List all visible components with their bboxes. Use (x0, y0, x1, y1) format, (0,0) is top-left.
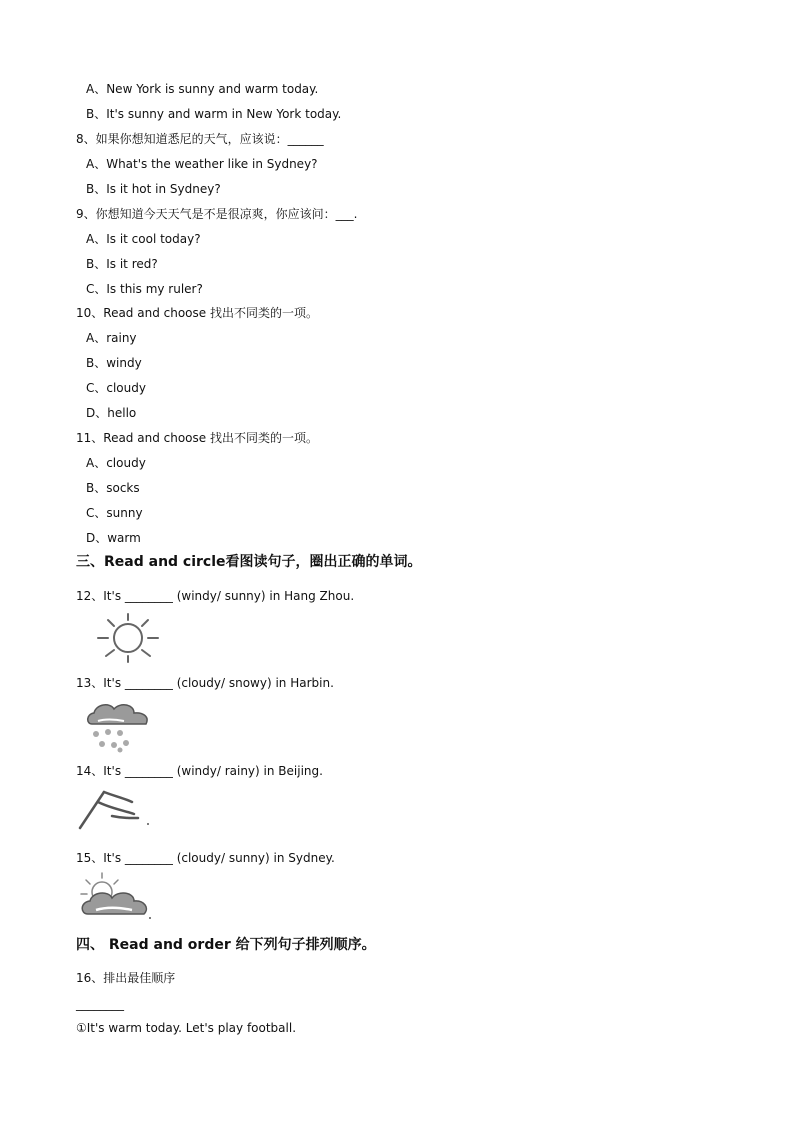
q10-option-a: A、rainy (86, 331, 137, 345)
q16-question: 16、排出最佳顺序 (76, 971, 176, 985)
q11-option-d: D、warm (86, 531, 141, 545)
q8-question: 8、如果你想知道悉尼的天气，应该说：______ (76, 132, 324, 146)
q10-question: 10、Read and choose 找出不同类的一项。 (76, 306, 318, 320)
q7-option-b: B、It's sunny and warm in New York today. (86, 107, 342, 121)
q15-text: 15、It's ________ (cloudy/ sunny) in Sydney. (76, 851, 335, 865)
section-4-heading: 四、 Read and order 给下列句子排列顺序。 (76, 937, 376, 953)
q11-option-c: C、sunny (86, 506, 143, 520)
q16-sentence-1: ①It's warm today. Let's play football. (76, 1021, 297, 1035)
q11-option-a: A、cloudy (86, 456, 146, 470)
q9-question: 9、你想知道今天天气是不是很凉爽，你应该问：___. (76, 207, 358, 221)
snow-cloud-icon (84, 700, 154, 754)
q14-text: 14、It's ________ (windy/ rainy) in Beijing. (76, 764, 323, 778)
q10-option-d: D、hello (86, 406, 137, 420)
q9-option-b: B、Is it red? (86, 257, 158, 271)
wind-icon (78, 788, 150, 832)
q7-option-a: A、New York is sunny and warm today. (86, 82, 319, 96)
q9-option-c: C、Is this my ruler? (86, 282, 203, 296)
q10-option-c: C、cloudy (86, 381, 146, 395)
q8-option-b: B、Is it hot in Sydney? (86, 182, 221, 196)
q8-option-a: A、What's the weather like in Sydney? (86, 157, 318, 171)
q11-question: 11、Read and choose 找出不同类的一项。 (76, 431, 318, 445)
q11-option-b: B、socks (86, 481, 140, 495)
cloud-sun-icon (78, 872, 154, 922)
q12-text: 12、It's ________ (windy/ sunny) in Hang Zhou. (76, 589, 355, 603)
sun-icon (94, 612, 162, 664)
q10-option-b: B、windy (86, 356, 142, 370)
section-3-heading: 三、Read and circle看图读句子，圈出正确的单词。 (76, 554, 422, 570)
q9-option-a: A、Is it cool today? (86, 232, 201, 246)
q16-answer-blank: ________ (76, 997, 124, 1011)
q13-text: 13、It's ________ (cloudy/ snowy) in Harbin. (76, 676, 334, 690)
